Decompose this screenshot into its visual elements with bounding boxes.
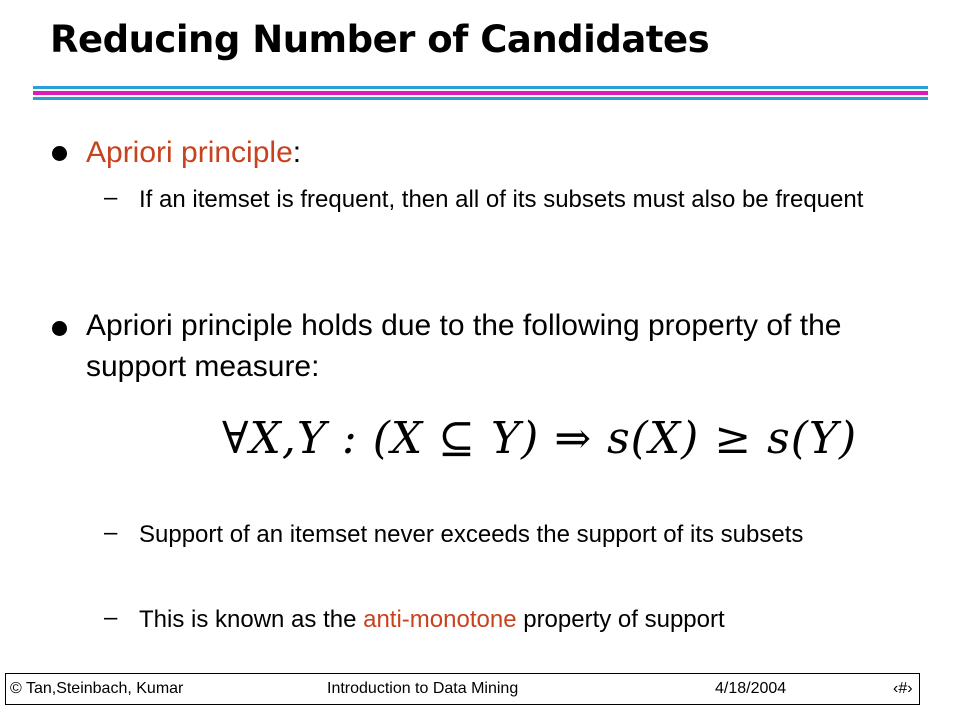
bullet-icon bbox=[52, 146, 67, 161]
anti-monotone-term: anti-monotone bbox=[363, 606, 517, 633]
bullet-icon bbox=[52, 321, 67, 336]
title-rule-top bbox=[33, 86, 928, 89]
slide-title: Reducing Number of Candidates bbox=[50, 18, 710, 61]
title-rule-middle bbox=[33, 91, 928, 95]
footer-page-number: ‹#› bbox=[893, 680, 913, 697]
apriori-principle-term: Apriori principle bbox=[86, 136, 293, 169]
dash-marker: – bbox=[104, 184, 118, 211]
dash-marker: – bbox=[104, 604, 118, 631]
slide-footer bbox=[5, 673, 920, 705]
footer-course-title: Introduction to Data Mining bbox=[327, 680, 519, 697]
footer-date: 4/18/2004 bbox=[715, 680, 787, 697]
subpoint-support-never-exceeds: Support of an itemset never exceeds the support of its subsets bbox=[139, 521, 804, 548]
bullet-colon: : bbox=[292, 136, 302, 169]
title-rule-bottom bbox=[33, 97, 928, 100]
footer-authors: © Tan,Steinbach, Kumar bbox=[10, 680, 184, 697]
bullet-support-property: Apriori principle holds due to the following property of the support measure: bbox=[86, 309, 842, 383]
anti-monotone-prefix: This is known as the bbox=[139, 606, 364, 633]
dash-marker: – bbox=[104, 519, 118, 546]
anti-monotone-suffix: property of support bbox=[516, 606, 725, 633]
anti-monotone-formula: ∀X,Y : (X ⊆ Y) ⇒ s(X) ≥ s(Y) bbox=[222, 413, 858, 464]
bullet-apriori-principle bbox=[86, 132, 946, 173]
subpoint-frequent-subsets: If an itemset is frequent, then all of its subsets must also be frequent bbox=[139, 186, 864, 213]
subpoint-anti-monotone bbox=[139, 603, 939, 636]
